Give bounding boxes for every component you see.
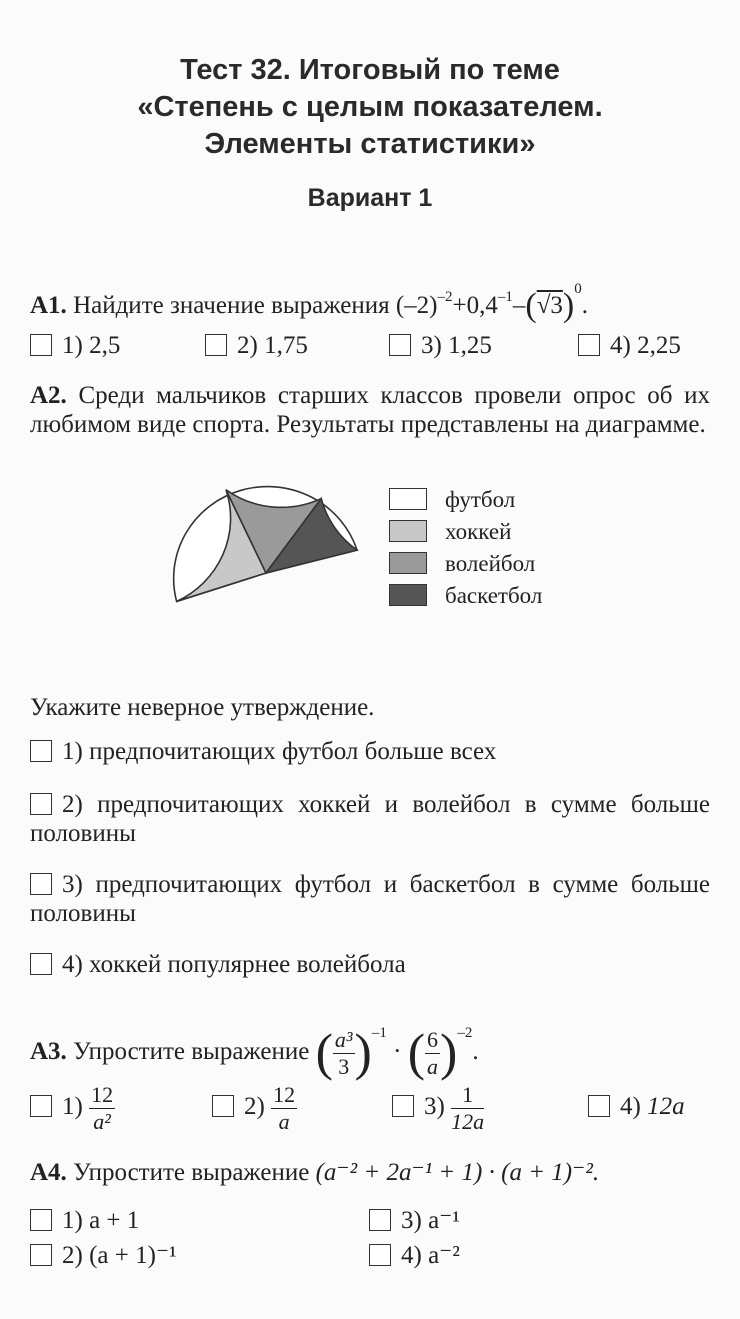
question-label: А1. xyxy=(30,292,67,319)
fraction: $\frac{12}{a}$ xyxy=(273,1081,296,1134)
title-line: «Степень с целым показателем. xyxy=(137,91,603,123)
checkbox[interactable] xyxy=(30,740,52,762)
answer-option-a4-4[interactable]: 4) a⁻² xyxy=(369,1241,460,1271)
variant-heading: Вариант 1 xyxy=(307,184,433,212)
answer-option-a3-1[interactable]: 1) $\frac{12}{\text{a²}}$ xyxy=(30,1082,115,1133)
answer-option-a4-3[interactable]: 3) a⁻¹ xyxy=(369,1206,460,1236)
math-expression: (a⁻² + 2a⁻¹ + 1) · (a + 1)⁻². xyxy=(315,1159,600,1186)
math-expression: $(-2)^{-2}+0,4^{-1}-(√3)^0$. xyxy=(395,281,588,324)
question-label: А4. xyxy=(30,1159,67,1186)
question-label: А3. xyxy=(30,1038,67,1065)
legend-swatch xyxy=(389,552,427,574)
answer-option-a2-1[interactable]: 1) предпочитающих футбол больше всех xyxy=(30,737,496,767)
checkbox[interactable] xyxy=(369,1244,391,1266)
checkbox[interactable] xyxy=(369,1209,391,1231)
checkbox[interactable] xyxy=(588,1095,610,1117)
checkbox[interactable] xyxy=(30,793,52,815)
fraction: $\frac{12}{\text{a²}}$ xyxy=(91,1081,114,1134)
checkbox[interactable] xyxy=(30,1209,52,1231)
checkbox[interactable] xyxy=(30,953,52,975)
question-text: Упростите выражение xyxy=(73,1159,310,1186)
answer-option-a4-1[interactable]: 1) a + 1 xyxy=(30,1206,139,1236)
fraction: $\frac{\text{a³}}{3}$ xyxy=(334,1026,353,1079)
answer-option-a3-3[interactable]: 3) $\frac{1}{12a}$ xyxy=(392,1082,484,1133)
checkbox[interactable] xyxy=(389,334,411,356)
checkbox[interactable] xyxy=(30,1095,52,1117)
question-text: Найдите значение выражения xyxy=(73,292,390,319)
answer-option-a1-3[interactable]: 3) 1,25 xyxy=(389,331,492,361)
question-label: А2. xyxy=(30,382,67,409)
question-a3 xyxy=(30,1003,479,1082)
a2-prompt: Укажите неверное утверждение. xyxy=(30,694,375,721)
answer-option-a1-4[interactable]: 4) 2,25 xyxy=(578,331,681,361)
checkbox[interactable] xyxy=(30,334,52,356)
worksheet-page: Тест 32. Итоговый по теме «Степень с целым показателем. Элементы статистики» Вариант 1 А1. Найдите значение выражения $(-2)^{-2}+0,4^{-1}-(√3)^0$. 1) 2,5 2) 1,75 3) 1,25 4) 2,25 А2. Среди мальчиков старших классов провели опрос об их любимом виде спорта. Результаты представлены на диаграмме. футбол хоккей волейбол баскетбол Укажите неверное утверждение. 1) предпочитающих футбол больше всех 2) предпочитающих хоккей и волейбол в сумме больше половины 3) предпочитающих футбол и баскетбол в сумме больше половины 4) хоккей популярнее волейбола А3. Упростите выражение ( $\frac{\text{a³}}{3}$ )$^{-1}$ · ( $\frac{6}{a}$ )$^{-2}$. 1) $\frac{12}{\text{a²}}$ 2) $\frac{12}{a}$ 3) $\frac{1}{12a}$ 4) 12a А4. Упростите выражение (a⁻² + 2a⁻¹ + 1) · (a + 1)⁻². 1) a + 1 2) (a + 1)⁻¹ 3) a⁻¹ 4) a⁻² xyxy=(0,0,740,1319)
question-a2 xyxy=(30,381,710,439)
answer-option-a3-4[interactable]: 4) 12a xyxy=(588,1082,685,1132)
math-expression: ( $\frac{\text{a³}}{3}$ )$^{-1}$ · ( $\frac{6}{a}$ )$^{-2}$. xyxy=(315,1024,479,1082)
checkbox[interactable] xyxy=(30,873,52,895)
answer-option-a1-1[interactable]: 1) 2,5 xyxy=(30,331,120,361)
checkbox[interactable] xyxy=(212,1095,234,1117)
question-a4 xyxy=(30,1157,599,1189)
checkbox[interactable] xyxy=(392,1095,414,1117)
answer-option-a1-2[interactable]: 2) 1,75 xyxy=(205,331,308,361)
fraction: $\frac{1}{12a}$ xyxy=(451,1081,485,1134)
answer-option-a2-3[interactable]: 3) предпочитающих футбол и баскетбол в сумме больше половины xyxy=(30,871,710,927)
legend-swatch xyxy=(389,584,427,606)
legend-swatch xyxy=(389,488,427,510)
checkbox[interactable] xyxy=(578,334,600,356)
checkbox[interactable] xyxy=(30,1244,52,1266)
question-text: Среди мальчиков старших классов провели опрос об их любимом виде спорта. Результаты представлены на диаграмме. xyxy=(30,382,710,438)
title-line: Тест 32. Итоговый по теме xyxy=(180,54,560,86)
question-a1 xyxy=(30,273,588,322)
legend-swatch xyxy=(389,520,427,542)
pie-chart xyxy=(166,478,366,678)
test-title xyxy=(0,52,740,163)
answer-option-a4-2[interactable]: 2) (a + 1)⁻¹ xyxy=(30,1241,177,1271)
fraction: $\frac{6}{a}$ xyxy=(427,1026,439,1079)
answer-option-a3-2[interactable]: 2) $\frac{12}{a}$ xyxy=(212,1082,297,1133)
answer-option-a2-4[interactable]: 4) хоккей популярнее волейбола xyxy=(30,950,406,980)
question-text: Упростите выражение xyxy=(73,1038,310,1065)
answer-option-a2-2[interactable]: 2) предпочитающих хоккей и волейбол в сумме больше половины xyxy=(30,791,710,847)
title-line: Элементы статистики» xyxy=(204,128,536,160)
checkbox[interactable] xyxy=(205,334,227,356)
